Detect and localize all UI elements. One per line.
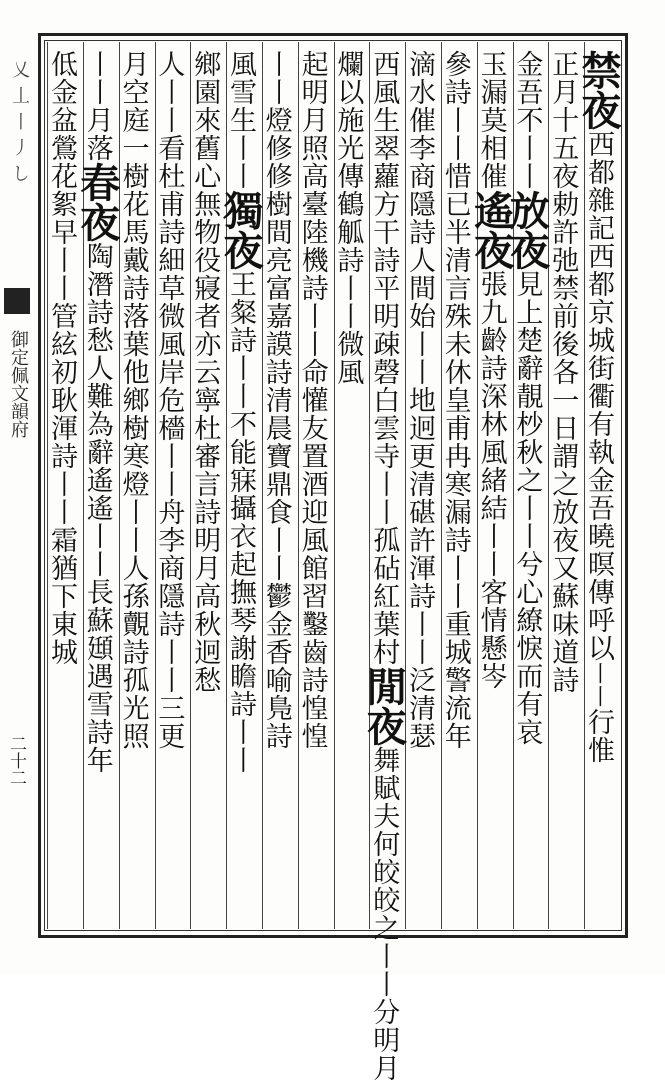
entry-text: 行惟 [582,708,614,764]
text-column [294,50,334,920]
entry-text: 參詩丨丨惜已半清言殊未休皇甫冉寒漏詩丨丨重城警流年 [439,50,471,750]
entry-heading: 遙夜 [467,190,515,270]
entry-text: 風雪生丨丨 [224,50,256,190]
entry-text: 丨丨燈修修樹間亮富嘉謨詩清晨寶鼎食丨丨鬱金香喻鳬詩 [260,50,292,750]
entry-text: 王粲詩丨丨不能寐攝衣起撫琴謝瞻詩丨丨 [224,270,256,774]
entry-text: 爛以施光傳鶴觚詩丨丨微風 [332,50,364,386]
entry-heading: 禁夜 [574,50,622,130]
text-column [43,50,83,920]
entry-text: 滴水催李商隱詩人間始丨丨地迥更清碪許渾詩丨丨泛清瑟 [403,50,435,750]
text-column [574,50,622,920]
page-number: 二十二 [6,735,26,786]
entry-text: 見上 [511,270,543,326]
text-column [216,50,264,920]
entry-text: 鶯花絮早丨丨管絃初耿渾詩丨丨霜猶下東城 [45,134,77,666]
margin-marks: 乂丄丨丿し [9,60,30,190]
entry-heading: 放夜 [503,190,551,270]
entry-heading: 閒夜 [360,666,408,746]
entry-text: 人丨丨看杜甫詩細草微風岸危檣丨丨舟李商隱詩丨丨三更 [153,50,185,750]
entry-heading: 獨夜 [216,190,264,270]
text-column [186,50,226,920]
text-column [467,50,515,920]
entry-text: 起明月照高臺陸機詩丨丨命懽友置酒迎風館習鑿齒詩惶惶 [296,50,328,750]
text-column [437,50,477,920]
text-column [503,50,551,920]
entry-heading: 春夜 [73,162,121,242]
text-column [544,50,584,920]
text-column [401,50,441,920]
entry-text: 舞賦夫何皎皎之丨丨分明月 [368,746,400,1082]
entry-text: 張九齡詩深林風緒結丨丨客情懸岑 [475,270,507,690]
entry-text: 正月十五夜勅許弛禁前後各一日謂之放夜又蘇味道詩 [547,50,579,694]
entry-text: 月空庭一樹花馬戴詩落葉他鄉樹寒燈丨丨人孫覿詩孤光照 [117,50,149,750]
entry-text: 丨丨 [585,662,611,708]
entry-text: 丨丨月落 [81,50,113,162]
entry-text: 西都雜記西都京城街衢有執金吾曉暝傳呼以 [582,130,614,662]
entry-text: 陶潛詩愁人難為辭遙遙丨丨長蘇頲遇雪詩年 [81,242,113,774]
text-column [151,50,191,920]
book-title: 御定佩文韻府 [8,330,29,438]
entry-text: 西風生翠蘿方干詩平明疎磬白雲寺丨丨孤砧紅葉村 [368,50,400,666]
entry-text: 低金盆 [45,50,77,134]
fish-tail-mark [4,288,30,314]
text-column [258,50,298,920]
entry-text: 鄉園來舊心無物役寢者亦云寧杜審言詩明月高秋迥愁 [189,50,221,694]
entry-text: 玉漏莫相催 [475,50,507,190]
text-column [360,50,408,1082]
text-column [73,50,121,920]
entry-text: 金吾不丨丨 [511,50,543,190]
entry-text: 楚辭靚杪秋之丨丨兮心繚悷而有哀 [511,326,543,746]
text-column [330,50,370,920]
